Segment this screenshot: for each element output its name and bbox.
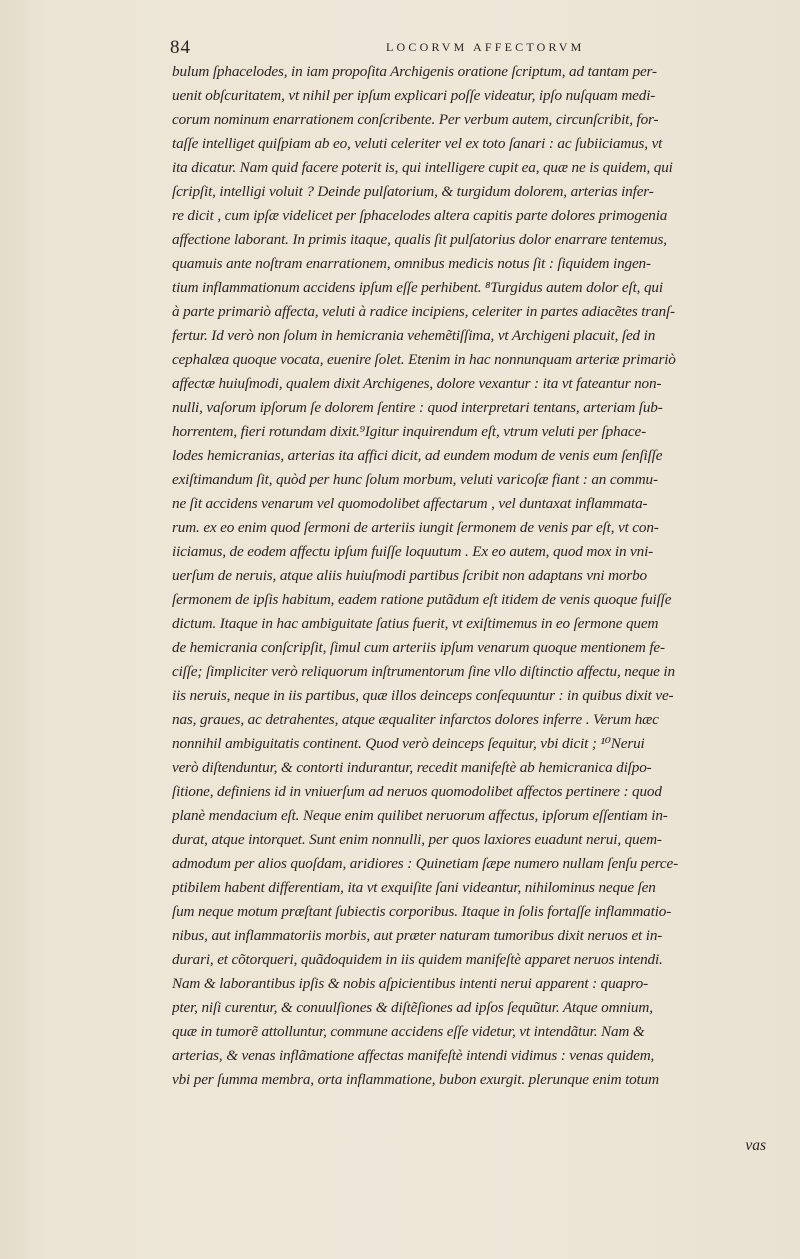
- text-line: admodum per alios quoſdam, aridiores : Quinetiam ſæpe numero nullam ſenſu perce-: [172, 855, 679, 872]
- text-line: ita dicatur. Nam quid facere poterit is, qui intelligere cupit ea, quæ ne is quidem, qui: [172, 159, 673, 176]
- text-line: uenit obſcuritatem, vt nihil per ipſum explicari poſſe videatur, ipſo nuſquam medi-: [172, 87, 656, 104]
- text-line: iis neruis, neque in iis partibus, quæ illos deinceps conſequuntur : in quibus dixit ve-: [172, 687, 674, 704]
- page-header: [170, 37, 770, 61]
- text-line: quæ in tumorẽ attolluntur, commune accidens eſſe videtur, vt intendãtur. Nam &: [172, 1023, 645, 1040]
- text-line: verò diſtenduntur, & contorti indurantur, recedit manifeſtè ab hemicranica diſpo-: [172, 759, 652, 776]
- page-number: 84: [170, 37, 191, 58]
- text-line: tium inflammationum accidens ipſum eſſe perhibent. ⁸Turgidus autem dolor eſt, qui: [172, 279, 663, 296]
- text-line: exiſtimandum ſit, quòd per hunc ſolum morbum, veluti varicoſæ fiant : an commu-: [172, 471, 658, 488]
- text-line: pter, niſi curentur, & conuulſiones & diſtẽſiones ad ipſos ſequũtur. Atque omnium,: [172, 999, 653, 1016]
- text-line: ſitione, definiens id in vniuerſum ad neruos quomodolibet affectos pertinere : quod: [172, 783, 662, 800]
- text-line: ciſſe; ſimpliciter verò reliquorum inſtrumentorum ſine vllo diſtinctio affectu, neque in: [172, 663, 675, 680]
- text-line: arterias, & venas inflãmatione affectas manifeſtè intendi vidimus : venas quidem,: [172, 1047, 655, 1064]
- text-line: bulum ſphacelodes, in iam propoſita Archigenis oratione ſcriptum, ad tantam per-: [172, 63, 657, 80]
- text-line: nonnihil ambiguitatis continent. Quod verò deinceps ſequitur, vbi dicit ; ¹⁰Nerui: [172, 735, 645, 752]
- text-line: nas, graues, ac detrahentes, atque æqualiter infarctos dolores inferre . Verum hæc: [172, 711, 659, 728]
- text-line: Nam & laborantibus ipſis & nobis aſpicientibus intenti nerui apparent : quapro-: [172, 975, 648, 992]
- text-line: ptibilem habent differentiam, ita vt exquiſite ſani videantur, nihilominus neque ſen: [172, 879, 656, 896]
- text-line: fertur. Id verò non ſolum in hemicrania vehemẽtiſſima, vt Archigeni placuit, ſed in: [172, 327, 656, 344]
- body-text: [172, 60, 768, 1092]
- text-line: nulli, vaſorum ipſorum ſe dolorem ſentire : quod interpretari tentans, arteriam ſub-: [172, 399, 663, 416]
- text-line: rum. ex eo enim quod ſermoni de arteriis iungit ſermonem de venis par eſt, vt con-: [172, 519, 659, 536]
- text-line: ne ſit accidens venarum vel quomodolibet affectarum , vel duntaxat inflammata-: [172, 495, 648, 512]
- text-line: nibus, aut inflammatoriis morbis, aut præter naturam tumoribus dixit neruos et in-: [172, 927, 663, 944]
- text-line: taſſe intelliget quiſpiam ab eo, veluti celeriter vel ex toto ſanari : ac ſubiiciamus, vt: [172, 135, 663, 152]
- text-line: cephalæa quoque vocata, euenire ſolet. Etenim in hac nonnunquam arteriæ primariò: [172, 351, 676, 368]
- text-line: uerſum de neruis, atque aliis huiuſmodi partibus ſcribit non adaptans vni morbo: [172, 567, 647, 584]
- catchword: vas: [745, 1137, 766, 1154]
- text-line: horrentem, fieri rotundam dixit.⁹Igitur inquirendum eſt, vtrum veluti per ſphace-: [172, 423, 646, 440]
- text-line: durari, et cõtorqueri, quãdoquidem in iis quidem manifeſtè apparet neruos intendi.: [172, 951, 663, 968]
- running-title: LOCORVM AFFECTORVM: [386, 40, 585, 54]
- text-line: affectæ huiuſmodi, qualem dixit Archigenes, dolore vexantur : ita vt fateantur non-: [172, 375, 662, 392]
- text-line: dictum. Itaque in hac ambiguitate ſatius fuerit, vt exiſtimemus in eo ſermone quem: [172, 615, 659, 632]
- text-line: quamuis ante noſtram enarrationem, omnibus medicis notus ſit : ſiquidem ingen-: [172, 255, 651, 272]
- text-line: lodes hemicranias, arterias ita affici dicit, ad eundem modum de venis eum ſenſiſſe: [172, 447, 663, 464]
- text-line: planè mendacium eſt. Neque enim quilibet neruorum affectus, ipſorum eſſentiam in-: [172, 807, 668, 824]
- text-line: re dicit , cum ipſæ videlicet per ſphacelodes altera capitis parte dolores primogenia: [172, 207, 668, 224]
- text-line: durat, atque intorquet. Sunt enim nonnulli, per quos laxiores euadunt nerui, quem-: [172, 831, 662, 848]
- text-line: corum nominum enarrationem conſcribente. Per verbum autem, circunſcribit, for-: [172, 111, 659, 128]
- text-line: ſum neque motum præſtant ſubiectis corporibus. Itaque in ſolis fortaſſe inflammatio-: [172, 903, 672, 920]
- text-line: iiciamus, de eodem affectu ipſum fuiſſe loquutum . Ex eo autem, quod mox in vni-: [172, 543, 654, 560]
- text-line: à parte primariò affecta, veluti à radice incipiens, celeriter in partes adiacẽtes tranſ-: [172, 303, 675, 320]
- text-line: vbi per ſumma membra, orta inflammatione, bubon exurgit. plerunque enim totum: [172, 1071, 659, 1088]
- text-line: ſcripſit, intelligi voluit ? Deinde pulſatorium, & turgidum dolorem, arterias infer-: [172, 183, 654, 200]
- text-line: ſermonem de ipſis habitum, eadem ratione putãdum eſt itidem de venis quoque fuiſſe: [172, 591, 672, 608]
- text-line: affectione laborant. In primis itaque, qualis ſit pulſatorius dolor enarrare tentemus,: [172, 231, 667, 248]
- text-line: de hemicrania conſcripſit, ſimul cum arteriis ipſum venarum quoque mentionem fe-: [172, 639, 665, 656]
